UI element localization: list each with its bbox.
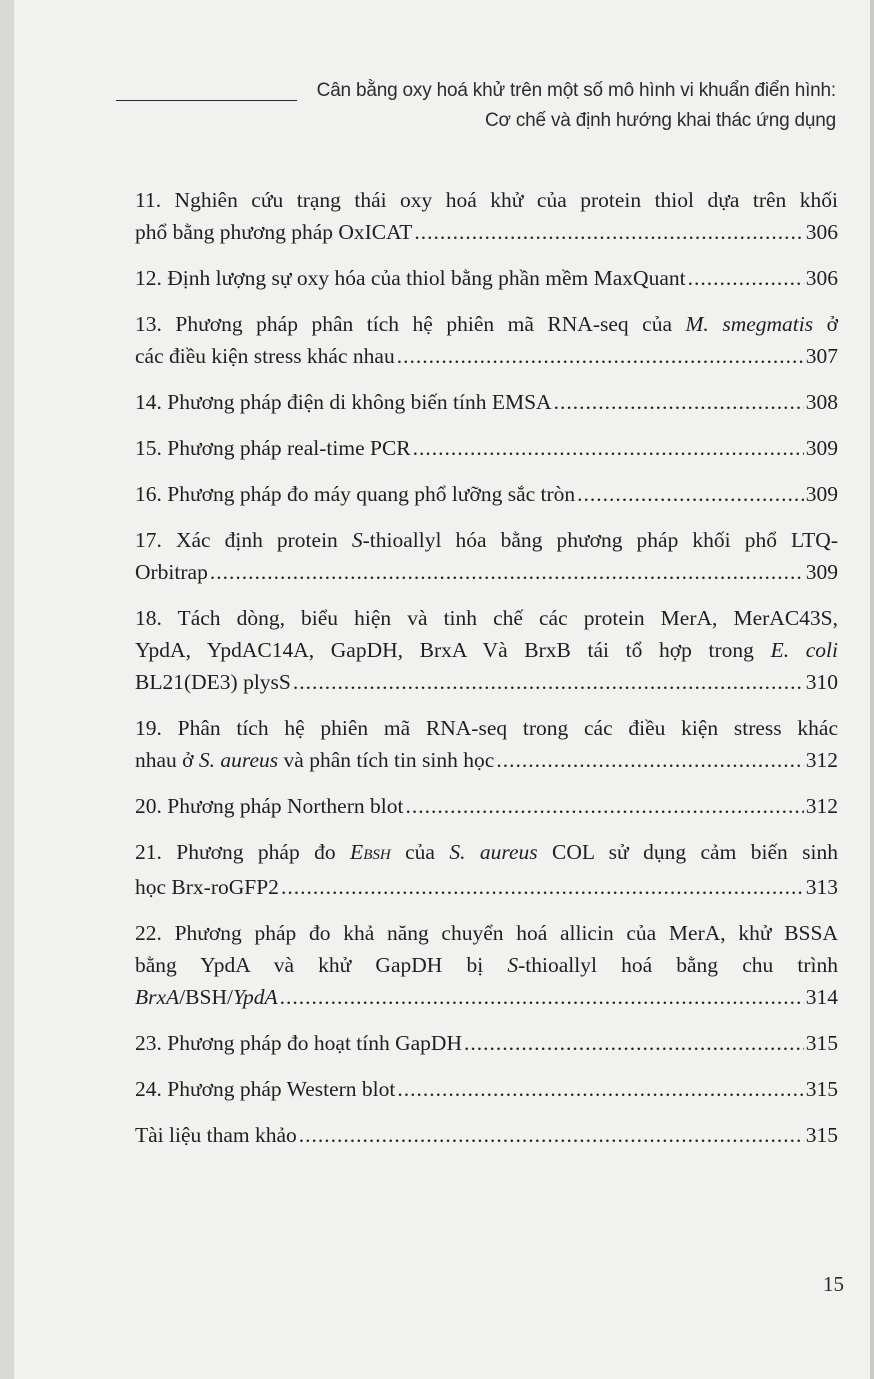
- toc-entry[interactable]: [135, 386, 838, 418]
- toc-line: 13. Phương pháp phân tích hệ phiên mã RNA-seq của M. smegmatis ở: [135, 312, 838, 336]
- toc-line: 18. Tách dòng, biểu hiện và tinh chế các protein MerA, MerAC43S,: [135, 606, 838, 630]
- page-number: 315: [805, 1077, 838, 1101]
- toc-line: YpdA, YpdAC14A, GapDH, BrxA Và BrxB tái tổ hợp trong E. coli: [135, 638, 838, 662]
- toc-entry[interactable]: [135, 262, 838, 294]
- page-number: 308: [805, 390, 838, 414]
- page-number: 306: [805, 220, 838, 244]
- toc-entry[interactable]: [135, 308, 838, 372]
- toc-line: 19. Phân tích hệ phiên mã RNA-seq trong các điều kiện stress khác: [135, 716, 838, 740]
- page-edge-right: [870, 0, 874, 1379]
- toc-line: các điều kiện stress khác nhau ..... 307: [135, 340, 838, 372]
- toc-entry[interactable]: [135, 712, 838, 776]
- page-number: 309: [805, 482, 838, 506]
- toc-entry[interactable]: [135, 1073, 838, 1105]
- page-number: 312: [805, 748, 838, 772]
- toc-line: phổ bằng phương pháp OxICAT ..... 306: [135, 216, 838, 248]
- leader-dots: [414, 216, 803, 248]
- leader-dots: [280, 981, 804, 1013]
- toc-line: nhau ở S. aureus và phân tích tin sinh học ..... 312: [135, 744, 838, 776]
- toc-line: BL21(DE3) plysS ..... 310: [135, 666, 838, 698]
- toc-line: 22. Phương pháp đo khả năng chuyển hoá allicin của MerA, khử BSSA: [135, 921, 838, 945]
- leader-dots: [405, 790, 803, 822]
- page-number: 314: [805, 985, 838, 1009]
- page-number: 313: [805, 875, 838, 899]
- running-header-line2: Cơ chế và định hướng khai thác ứng dụng: [484, 110, 836, 131]
- toc-line: học Brx-roGFP2 ..... 313: [135, 871, 838, 903]
- toc-line: 11. Nghiên cứu trạng thái oxy hoá khử của protein thiol dựa trên khối: [135, 188, 838, 212]
- page-number: 312: [805, 794, 838, 818]
- toc-line: 21. Phương pháp đo EBSH của S. aureus COL sử dụng cảm biến sinh: [135, 840, 839, 864]
- page-number: 306: [805, 266, 838, 290]
- toc-entry[interactable]: [135, 917, 838, 1013]
- leader-dots: [413, 432, 804, 464]
- toc-line: 24. Phương pháp Western blot ..... 315: [135, 1073, 838, 1105]
- page-number: 309: [805, 436, 838, 460]
- toc-entry[interactable]: [135, 836, 838, 903]
- leader-dots: [281, 871, 804, 903]
- leader-dots: [293, 666, 804, 698]
- leader-dots: [577, 478, 804, 510]
- page-folio: 15: [823, 1272, 844, 1296]
- page-number: 315: [805, 1123, 838, 1147]
- page-number: 309: [805, 560, 838, 584]
- page-number: 307: [805, 344, 838, 368]
- toc-entry[interactable]: [135, 1027, 838, 1059]
- toc-entry[interactable]: [135, 790, 838, 822]
- toc-entry[interactable]: [135, 1119, 838, 1151]
- toc-line: 12. Định lượng sự oxy hóa của thiol bằng phần mềm MaxQuant ..... 306: [135, 262, 838, 294]
- toc-line: 17. Xác định protein S-thioallyl hóa bằng phương pháp khối phổ LTQ-: [135, 528, 838, 552]
- leader-dots: [397, 1073, 803, 1105]
- toc-line: 16. Phương pháp đo máy quang phổ lưỡng sắc tròn ..... 309: [135, 478, 838, 510]
- leader-dots: [496, 744, 803, 776]
- page-number: 315: [805, 1031, 838, 1055]
- page-number: 310: [805, 670, 838, 694]
- leader-dots: [688, 262, 804, 294]
- leader-dots: [397, 340, 804, 372]
- toc-line: bằng YpdA và khử GapDH bị S-thioallyl hoá bằng chu trình: [135, 953, 838, 977]
- leader-dots: [299, 1119, 804, 1151]
- toc-entry[interactable]: [135, 478, 838, 510]
- toc-entry[interactable]: [135, 602, 838, 698]
- leader-dots: [554, 386, 804, 418]
- table-of-contents: [135, 184, 838, 1165]
- toc-line: 15. Phương pháp real-time PCR ..... 309: [135, 432, 838, 464]
- page-edge: [0, 0, 14, 1379]
- toc-entry[interactable]: [135, 524, 838, 588]
- header-rule: [116, 100, 297, 101]
- toc-line: 20. Phương pháp Northern blot ..... 312: [135, 790, 838, 822]
- toc-line: BrxA/BSH/YpdA ..... 314: [135, 981, 838, 1013]
- toc-entry[interactable]: [135, 432, 838, 464]
- toc-line: 23. Phương pháp đo hoạt tính GapDH ..... 315: [135, 1027, 838, 1059]
- leader-dots: [464, 1027, 804, 1059]
- toc-line: 14. Phương pháp điện di không biến tính EMSA ..... 308: [135, 386, 838, 418]
- toc-line: Orbitrap ..... 309: [135, 556, 838, 588]
- leader-dots: [210, 556, 804, 588]
- toc-line: Tài liệu tham khảo ..... 315: [135, 1119, 838, 1151]
- running-header-line1: Cân bằng oxy hoá khử trên một số mô hình vi khuẩn điển hình:: [316, 80, 836, 101]
- toc-entry[interactable]: [135, 184, 838, 248]
